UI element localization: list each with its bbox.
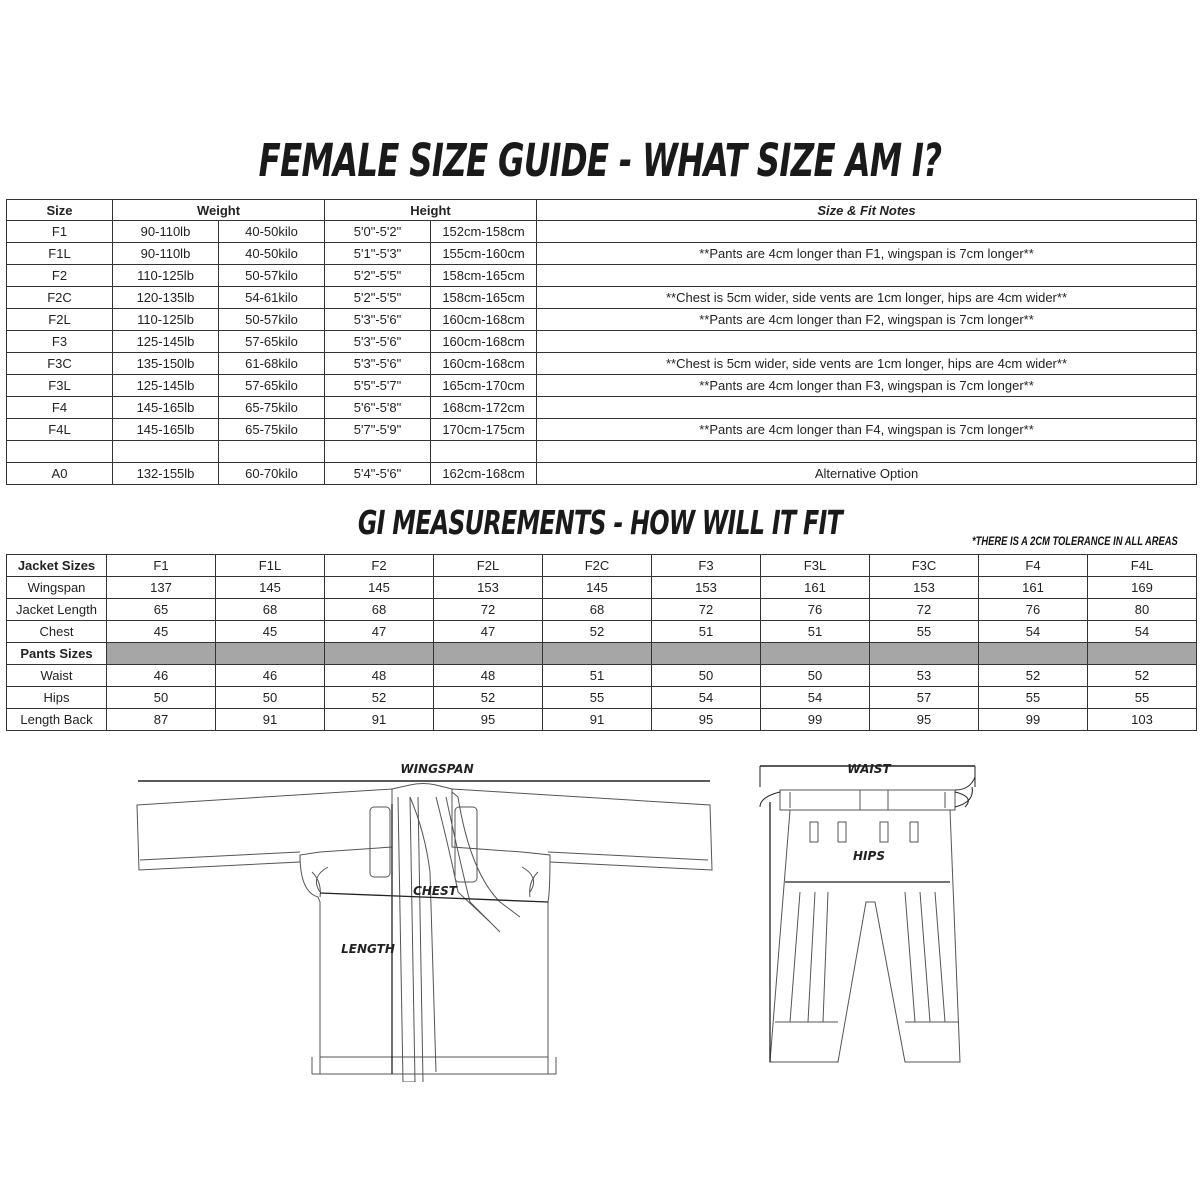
size-header-cell: F2 <box>325 555 434 577</box>
measure-cell: 57 <box>870 687 979 709</box>
height-cm-cell: 152cm-158cm <box>431 221 537 243</box>
size-cell: F4 <box>7 397 113 419</box>
grey-cell <box>434 643 543 665</box>
size-guide-table <box>6 199 1197 485</box>
notes-cell <box>537 265 1197 287</box>
weight-kg-cell: 61-68kilo <box>219 353 325 375</box>
measure-cell: 95 <box>870 709 979 731</box>
weight-kg-cell: 65-75kilo <box>219 397 325 419</box>
size-header-cell: F1 <box>107 555 216 577</box>
pants-measure-row <box>7 709 1197 731</box>
size-cell: F1 <box>7 221 113 243</box>
measure-label: Waist <box>7 665 107 687</box>
measure-cell: 95 <box>434 709 543 731</box>
weight-kg-cell: 57-65kilo <box>219 375 325 397</box>
height-ft-cell: 5'2"-5'5" <box>325 287 431 309</box>
size-header: Size <box>7 200 113 221</box>
notes-header: Size & Fit Notes <box>537 200 1197 221</box>
measure-label: Jacket Length <box>7 599 107 621</box>
size-table-row <box>7 397 1197 419</box>
weight-lb-cell: 125-145lb <box>113 331 219 353</box>
size-header-cell: F3L <box>761 555 870 577</box>
measure-label: Hips <box>7 687 107 709</box>
height-cm-cell: 155cm-160cm <box>431 243 537 265</box>
height-ft-cell: 5'3"-5'6" <box>325 309 431 331</box>
height-ft-cell <box>325 441 431 463</box>
measure-cell: 47 <box>325 621 434 643</box>
size-table-row <box>7 463 1197 485</box>
weight-kg-cell: 54-61kilo <box>219 287 325 309</box>
measure-cell: 54 <box>652 687 761 709</box>
measure-cell: 91 <box>325 709 434 731</box>
size-cell <box>7 441 113 463</box>
measure-cell: 76 <box>761 599 870 621</box>
weight-lb-cell: 135-150lb <box>113 353 219 375</box>
grey-cell <box>1088 643 1197 665</box>
weight-lb-cell: 110-125lb <box>113 265 219 287</box>
height-ft-cell: 5'3"-5'6" <box>325 353 431 375</box>
height-ft-cell: 5'6"-5'8" <box>325 397 431 419</box>
height-ft-cell: 5'7"-5'9" <box>325 419 431 441</box>
grey-cell <box>979 643 1088 665</box>
pants-sizes-label: Pants Sizes <box>7 643 107 665</box>
size-table-row <box>7 309 1197 331</box>
weight-lb-cell: 120-135lb <box>113 287 219 309</box>
measure-cell: 72 <box>652 599 761 621</box>
height-ft-cell: 5'2"-5'5" <box>325 265 431 287</box>
weight-lb-cell <box>113 441 219 463</box>
size-cell: A0 <box>7 463 113 485</box>
measure-cell: 45 <box>107 621 216 643</box>
notes-cell <box>537 397 1197 419</box>
notes-cell: **Pants are 4cm longer than F1, wingspan is 7cm longer** <box>537 243 1197 265</box>
size-cell: F2 <box>7 265 113 287</box>
jacket-sizes-label: Jacket Sizes <box>7 555 107 577</box>
measure-label: Wingspan <box>7 577 107 599</box>
notes-cell <box>537 221 1197 243</box>
measure-cell: 54 <box>1088 621 1197 643</box>
tolerance-note: *THERE IS A 2CM TOLERANCE IN ALL AREAS <box>972 534 1178 548</box>
jacket-measure-row <box>7 577 1197 599</box>
size-table-row <box>7 243 1197 265</box>
height-cm-cell: 160cm-168cm <box>431 309 537 331</box>
height-cm-cell: 168cm-172cm <box>431 397 537 419</box>
measure-cell: 137 <box>107 577 216 599</box>
weight-lb-cell: 90-110lb <box>113 243 219 265</box>
gi-diagram <box>0 752 1200 1082</box>
weight-kg-cell <box>219 441 325 463</box>
wingspan-label: WINGSPAN <box>400 762 474 776</box>
pants-measure-row <box>7 687 1197 709</box>
height-ft-cell: 5'3"-5'6" <box>325 331 431 353</box>
measure-cell: 72 <box>870 599 979 621</box>
height-cm-cell: 162cm-168cm <box>431 463 537 485</box>
grey-cell <box>107 643 216 665</box>
size-header-cell: F3 <box>652 555 761 577</box>
measure-cell: 48 <box>434 665 543 687</box>
weight-kg-cell: 57-65kilo <box>219 331 325 353</box>
measure-cell: 80 <box>1088 599 1197 621</box>
size-table-row <box>7 419 1197 441</box>
notes-cell <box>537 331 1197 353</box>
size-cell: F4L <box>7 419 113 441</box>
size-header-cell: F1L <box>216 555 325 577</box>
measure-cell: 65 <box>107 599 216 621</box>
measure-cell: 95 <box>652 709 761 731</box>
weight-lb-cell: 110-125lb <box>113 309 219 331</box>
pants-measure-row <box>7 665 1197 687</box>
size-table-row <box>7 353 1197 375</box>
weight-kg-cell: 50-57kilo <box>219 309 325 331</box>
size-cell: F3 <box>7 331 113 353</box>
measure-cell: 52 <box>434 687 543 709</box>
chest-label: CHEST <box>413 884 457 898</box>
height-header: Height <box>325 200 537 221</box>
measure-cell: 145 <box>543 577 652 599</box>
measure-cell: 91 <box>543 709 652 731</box>
measure-cell: 51 <box>761 621 870 643</box>
pants-drawing <box>760 766 975 1062</box>
notes-cell: Alternative Option <box>537 463 1197 485</box>
height-cm-cell: 170cm-175cm <box>431 419 537 441</box>
grey-cell <box>325 643 434 665</box>
height-ft-cell: 5'1"-5'3" <box>325 243 431 265</box>
measure-cell: 53 <box>870 665 979 687</box>
measure-label: Chest <box>7 621 107 643</box>
measure-cell: 87 <box>107 709 216 731</box>
weight-kg-cell: 40-50kilo <box>219 221 325 243</box>
measure-cell: 50 <box>652 665 761 687</box>
measure-cell: 169 <box>1088 577 1197 599</box>
size-table-row <box>7 265 1197 287</box>
measure-cell: 52 <box>325 687 434 709</box>
size-table-row <box>7 287 1197 309</box>
size-guide-title: FEMALE SIZE GUIDE - WHAT SIZE AM I? <box>258 134 942 187</box>
measure-cell: 47 <box>434 621 543 643</box>
height-cm-cell: 158cm-165cm <box>431 287 537 309</box>
weight-header: Weight <box>113 200 325 221</box>
grey-cell <box>761 643 870 665</box>
measure-cell: 51 <box>543 665 652 687</box>
height-cm-cell: 160cm-168cm <box>431 331 537 353</box>
size-table-row <box>7 375 1197 397</box>
notes-cell: **Chest is 5cm wider, side vents are 1cm longer, hips are 4cm wider** <box>537 353 1197 375</box>
hips-label: HIPS <box>853 849 885 863</box>
height-cm-cell: 160cm-168cm <box>431 353 537 375</box>
weight-lb-cell: 145-165lb <box>113 397 219 419</box>
weight-kg-cell: 40-50kilo <box>219 243 325 265</box>
measure-cell: 68 <box>325 599 434 621</box>
grey-cell <box>870 643 979 665</box>
size-table-row <box>7 331 1197 353</box>
measure-cell: 153 <box>870 577 979 599</box>
measure-cell: 50 <box>761 665 870 687</box>
size-cell: F2C <box>7 287 113 309</box>
notes-cell: **Pants are 4cm longer than F2, wingspan is 7cm longer** <box>537 309 1197 331</box>
jacket-drawing <box>137 781 712 1082</box>
measure-cell: 145 <box>216 577 325 599</box>
measure-cell: 68 <box>216 599 325 621</box>
measure-cell: 45 <box>216 621 325 643</box>
size-header-cell: F3C <box>870 555 979 577</box>
measure-cell: 161 <box>979 577 1088 599</box>
height-ft-cell: 5'0"-5'2" <box>325 221 431 243</box>
size-header-cell: F2L <box>434 555 543 577</box>
measure-cell: 52 <box>979 665 1088 687</box>
jacket-measure-row <box>7 599 1197 621</box>
measure-cell: 55 <box>1088 687 1197 709</box>
size-header-cell: F4 <box>979 555 1088 577</box>
notes-cell: **Pants are 4cm longer than F3, wingspan is 7cm longer** <box>537 375 1197 397</box>
size-table-row <box>7 221 1197 243</box>
grey-cell <box>543 643 652 665</box>
measure-cell: 46 <box>216 665 325 687</box>
measure-cell: 48 <box>325 665 434 687</box>
measure-cell: 55 <box>870 621 979 643</box>
size-cell: F3C <box>7 353 113 375</box>
length-label: LENGTH <box>341 942 395 956</box>
size-table-header-row <box>7 200 1197 221</box>
notes-cell: **Pants are 4cm longer than F4, wingspan is 7cm longer** <box>537 419 1197 441</box>
measure-cell: 55 <box>979 687 1088 709</box>
measure-cell: 153 <box>434 577 543 599</box>
measure-cell: 50 <box>216 687 325 709</box>
measure-cell: 54 <box>761 687 870 709</box>
measure-cell: 68 <box>543 599 652 621</box>
measure-cell: 103 <box>1088 709 1197 731</box>
measure-cell: 72 <box>434 599 543 621</box>
size-cell: F3L <box>7 375 113 397</box>
size-header-cell: F4L <box>1088 555 1197 577</box>
height-cm-cell: 158cm-165cm <box>431 265 537 287</box>
measurements-title: GI MEASUREMENTS - HOW WILL IT FIT <box>357 503 843 542</box>
notes-cell <box>537 441 1197 463</box>
measure-cell: 99 <box>761 709 870 731</box>
weight-kg-cell: 60-70kilo <box>219 463 325 485</box>
grey-cell <box>652 643 761 665</box>
weight-kg-cell: 50-57kilo <box>219 265 325 287</box>
weight-lb-cell: 145-165lb <box>113 419 219 441</box>
measure-label: Length Back <box>7 709 107 731</box>
measure-cell: 50 <box>107 687 216 709</box>
measure-cell: 99 <box>979 709 1088 731</box>
grey-cell <box>216 643 325 665</box>
size-cell: F2L <box>7 309 113 331</box>
size-table-row <box>7 441 1197 463</box>
weight-lb-cell: 125-145lb <box>113 375 219 397</box>
measure-cell: 52 <box>1088 665 1197 687</box>
weight-kg-cell: 65-75kilo <box>219 419 325 441</box>
measure-cell: 52 <box>543 621 652 643</box>
height-cm-cell: 165cm-170cm <box>431 375 537 397</box>
measure-cell: 54 <box>979 621 1088 643</box>
size-cell: F1L <box>7 243 113 265</box>
waist-label: WAIST <box>847 762 891 776</box>
notes-cell: **Chest is 5cm wider, side vents are 1cm longer, hips are 4cm wider** <box>537 287 1197 309</box>
jacket-measure-row <box>7 621 1197 643</box>
weight-lb-cell: 132-155lb <box>113 463 219 485</box>
measure-cell: 51 <box>652 621 761 643</box>
size-header-cell: F2C <box>543 555 652 577</box>
measure-cell: 153 <box>652 577 761 599</box>
measure-cell: 145 <box>325 577 434 599</box>
height-ft-cell: 5'4"-5'6" <box>325 463 431 485</box>
jacket-sizes-header-row <box>7 555 1197 577</box>
height-ft-cell: 5'5"-5'7" <box>325 375 431 397</box>
measurements-table <box>6 554 1197 731</box>
measure-cell: 76 <box>979 599 1088 621</box>
measure-cell: 161 <box>761 577 870 599</box>
weight-lb-cell: 90-110lb <box>113 221 219 243</box>
measure-cell: 91 <box>216 709 325 731</box>
measure-cell: 55 <box>543 687 652 709</box>
measure-cell: 46 <box>107 665 216 687</box>
pants-sizes-header-row <box>7 643 1197 665</box>
height-cm-cell <box>431 441 537 463</box>
